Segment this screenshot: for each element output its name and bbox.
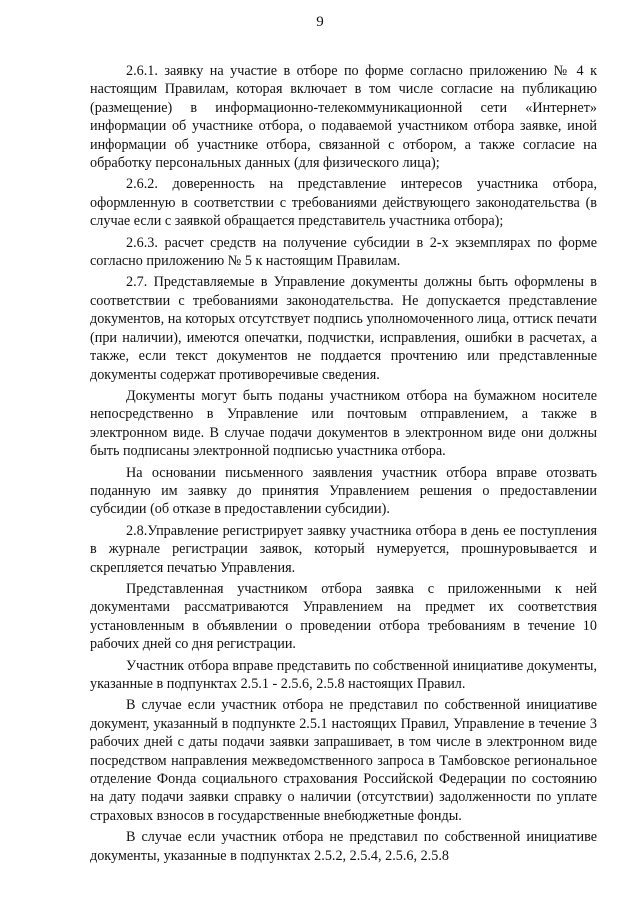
paragraph-2-7: 2.7. Представляемые в Управление документы должны быть оформлены в соответствии с требованиями законодательства. Не допускается представление документов, на которых отсутствует подпись уполномоченного лица, оттиск печати (при наличии), имеются опечатки, подчистки, исправления, ошибки в расчетах, а также, если текст документов не поддается прочтению или представленные документы содержат противоречивые сведения. — [90, 274, 597, 383]
paragraph-own-initiative: Участник отбора вправе представить по собственной инициативе документы, указанные в подпунктах 2.5.1 - 2.5.6, 2.5.8 настоящих Правил. — [90, 657, 597, 692]
paragraph-2-8: 2.8.Управление регистрирует заявку участника отбора в день ее поступления в журнале регистрации заявок, который нумеруется, прошнуровывается и скрепляется печатью Управления. — [90, 522, 597, 576]
paragraph-2-6-1: 2.6.1. заявку на участие в отборе по форме согласно приложению № 4 к настоящим Правилам, которая включает в том числе согласие на публикацию (размещение) в информационно-телекоммуникационной сети «Интернет» информации об участнике отбора, о подаваемой участником отбора заявке, иной информации об участнике отбора, связанной с отбором, а также согласие на обработку персональных данных (для физического лица); — [90, 63, 597, 172]
paragraph-review: Представленная участником отбора заявка с приложенными к ней документами рассматриваются Управлением на предмет их соответствия установленным в объявлении о проведении отбора требованиям в течение 10 рабочих дней со дня регистрации. — [90, 580, 597, 653]
paragraph-documents-submission: Документы могут быть поданы участником отбора на бумажном носителе непосредственно в Управление или почтовым отправлением, а также в электронном виде. В случае подачи документов в электронном виде они должны быть подписаны электронной подписью участника отбора. — [90, 387, 597, 460]
page-number: 9 — [316, 14, 324, 30]
document-body — [90, 62, 597, 868]
paragraph-interagency-request: В случае если участник отбора не представил по собственной инициативе документ, указанный в подпункте 2.5.1 настоящих Правил, Управление в течение 3 рабочих дней с даты подачи заявки запрашивает, в том числе в электронном виде посредством направления межведомственного запроса в Тамбовское региональное отделение Фонда социального страхования Российской Федерации по состоянию на дату подачи заявки справку о наличии (отсутствии) задолженности по уплате страховых взносов в государственные внебюджетные фонды. — [90, 697, 597, 824]
paragraph-2-6-2: 2.6.2. доверенность на представление интересов участника отбора, оформленную в соответствии с требованиями действующего законодательства (в случае если с заявкой обращается представитель участника отбора); — [90, 176, 597, 230]
paragraph-not-submitted: В случае если участник отбора не представил по собственной инициативе документы, указанные в подпунктах 2.5.2, 2.5.4, 2.5.6, 2.5.8 — [90, 829, 597, 864]
paragraph-withdrawal: На основании письменного заявления участник отбора вправе отозвать поданную им заявку до принятия Управлением решения о предоставлении субсидии (об отказе в предоставлении субсидии). — [90, 464, 597, 518]
paragraph-2-6-3: 2.6.3. расчет средств на получение субсидии в 2-х экземплярах по форме согласно приложению № 5 к настоящим Правилам. — [90, 234, 597, 270]
